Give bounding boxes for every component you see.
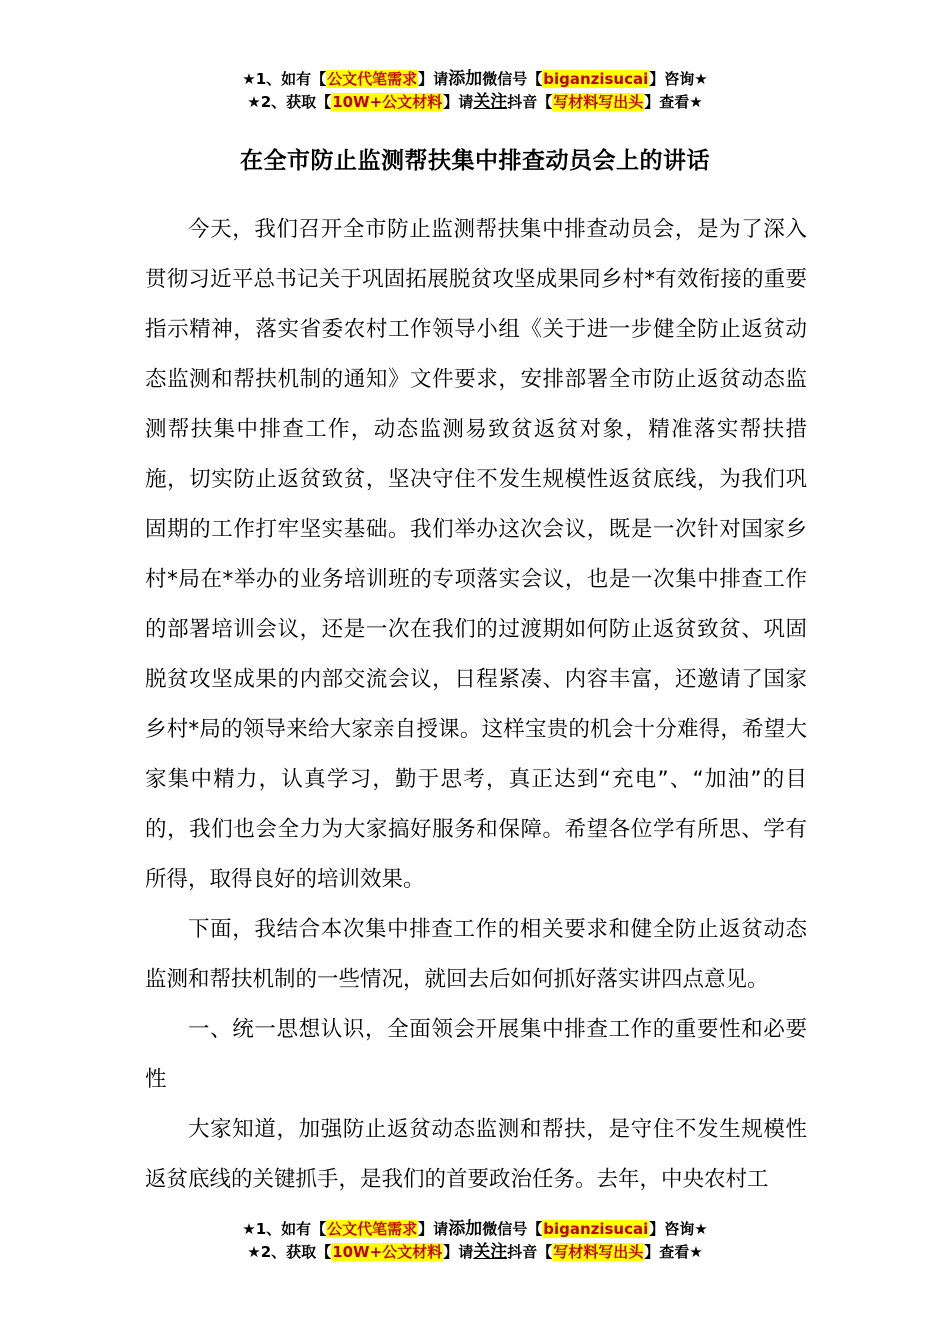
header-banner <box>0 68 950 114</box>
banner-line-1 <box>0 1218 950 1241</box>
paragraph: 下面，我结合本次集中排查工作的相关要求和健全防止返贫动态监测和帮扶机制的一些情况，就回去后如何抓好落实讲四点意见。 <box>145 917 807 992</box>
banner-text: 】查看★ <box>644 1243 703 1261</box>
banner-text: 】请 <box>418 70 449 88</box>
banner-emphasis: 关注 <box>473 92 508 112</box>
footer-banner <box>0 1218 950 1264</box>
paragraph: 今天，我们召开全市防止监测帮扶集中排查动员会，是为了深入贯彻习近平总书记关于巩固拓展脱贫攻坚成果同乡村*有效衔接的重要指示精神，落实省委农村工作领导小组《关于进一步健全防止返贫动态监测和帮扶机制的通知》文件要求，安排部署全市防止返贫动态监测帮扶集中排查工作，动态监测易致贫返贫对象，精准落实帮扶措施，切实防止返贫致贫，坚决守住不发生规模性返贫底线，为我们巩固期的工作打牢坚实基础。我们举办这次会议，既是一次针对国家乡村*局在*举办的业务培训班的专项落实会议，也是一次集中排查工作的部署培训会议，还是一次在我们的过渡期如何防止返贫致贫、巩固脱贫攻坚成果的内部交流会议，日程紧凑、内容丰富，还邀请了国家乡村*局的领导来给大家亲自授课。这样宝贵的机会十分难得，希望大家集中精力，认真学习，勤于思考，真正达到“充电”、“加油”的目的，我们也会全力为大家搞好服务和保障。希望各位学有所思、学有所得，取得良好的培训效果。 <box>145 217 807 892</box>
banner-highlight: 写材料写出头 <box>553 93 644 111</box>
paragraph: 大家知道，加强防止返贫动态监测和帮扶，是守住不发生规模性返贫底线的关键抓手，是我们的首要政治任务。去年，中央农村工 <box>145 1117 807 1192</box>
banner-line-1 <box>0 68 950 91</box>
banner-text: 微信号【 <box>482 70 543 88</box>
banner-emphasis: 添加 <box>448 69 483 89</box>
banner-highlight: 公文代笔需求 <box>327 1220 418 1238</box>
document-title: 在全市防止监测帮扶集中排查动员会上的讲话 <box>240 148 710 174</box>
banner-highlight: 10W+公文材料 <box>332 93 443 111</box>
banner-highlight: biganzisucai <box>543 1220 649 1238</box>
banner-text: 】请 <box>443 93 474 111</box>
banner-text: ★1、如有【 <box>242 1220 327 1238</box>
banner-text: 抖音【 <box>507 1243 553 1261</box>
banner-highlight: 公文代笔需求 <box>327 70 418 88</box>
banner-text: 】请 <box>418 1220 449 1238</box>
banner-line-2 <box>0 1241 950 1264</box>
banner-highlight: biganzisucai <box>543 70 649 88</box>
banner-text: ★2、获取【 <box>247 93 332 111</box>
banner-text: 】咨询★ <box>649 1220 708 1238</box>
banner-text: ★1、如有【 <box>242 70 327 88</box>
banner-text: 】咨询★ <box>649 70 708 88</box>
banner-emphasis: 添加 <box>448 1219 483 1239</box>
section-heading: 一、统一思想认识，全面领会开展集中排查工作的重要性和必要性 <box>145 1017 807 1092</box>
banner-highlight: 10W+公文材料 <box>332 1243 443 1261</box>
document-body <box>145 205 807 1205</box>
banner-text: 】请 <box>443 1243 474 1261</box>
banner-emphasis: 关注 <box>473 1242 508 1262</box>
banner-text: 微信号【 <box>482 1220 543 1238</box>
banner-line-2 <box>0 91 950 114</box>
banner-text: 】查看★ <box>644 93 703 111</box>
banner-text: 抖音【 <box>507 93 553 111</box>
banner-text: ★2、获取【 <box>247 1243 332 1261</box>
banner-highlight: 写材料写出头 <box>553 1243 644 1261</box>
